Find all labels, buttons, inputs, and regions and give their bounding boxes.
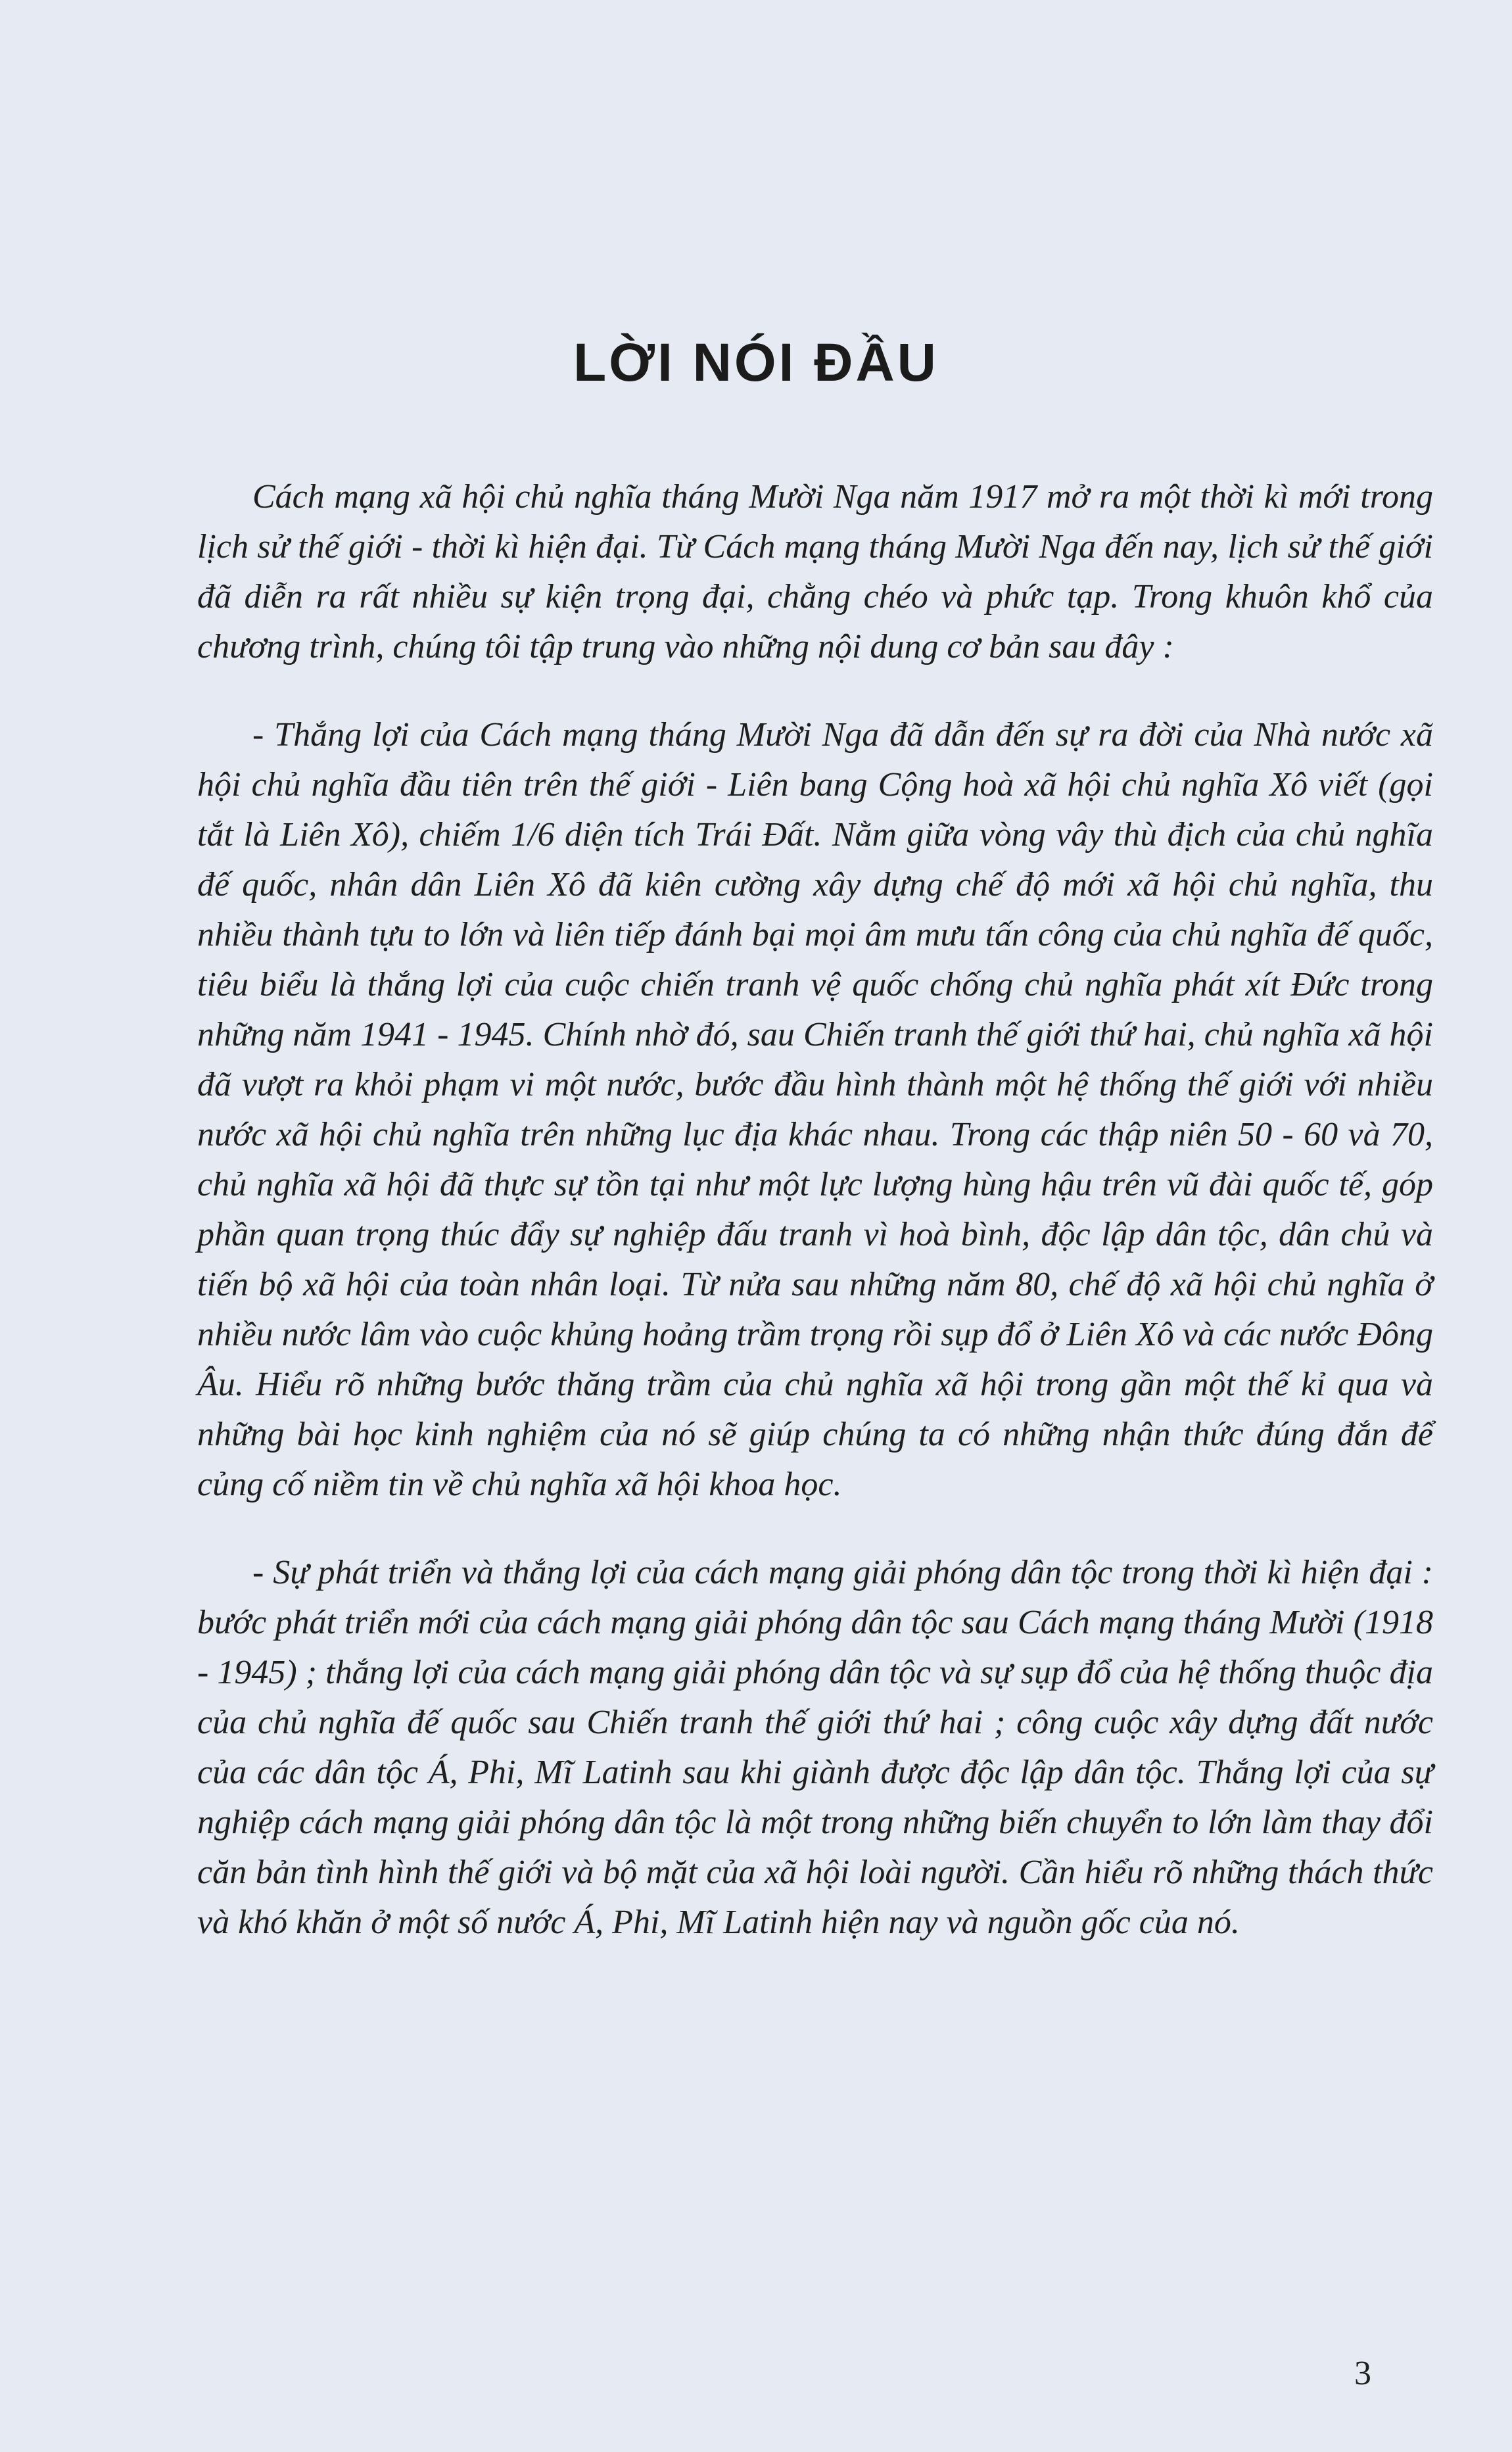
- paragraph-national-liberation: - Sự phát triển và thắng lợi của cách mạng giải phóng dân tộc trong thời kì hiện đại : bước phát triển mới của cách mạng giải phóng dân tộc sau Cách mạng tháng Mười (1918 - 1945) ; thắng lợi của cách mạng giải phóng dân tộc và sự sụp đổ của hệ thống thuộc địa của chủ nghĩa đế quốc sau Chiến tranh thế giới thứ hai ; công cuộc xây dựng đất nước của các dân tộc Á, Phi, Mĩ Latinh sau khi giành được độc lập dân tộc. Thắng lợi của sự nghiệp cách mạng giải phóng dân tộc là một trong những biến chuyển to lớn làm thay đổi căn bản tình hình thế giới và bộ mặt của xã hội loài người. Cần hiểu rõ những thách thức và khó khăn ở một số nước Á, Phi, Mĩ Latinh hiện nay và nguồn gốc của nó.: [197, 1554, 1433, 1941]
- page-number: 3: [1354, 2355, 1371, 2392]
- paragraph-socialism: - Thắng lợi của Cách mạng tháng Mười Nga đã dẫn đến sự ra đời của Nhà nước xã hội chủ nghĩa đầu tiên trên thế giới - Liên bang Cộng hoà xã hội chủ nghĩa Xô viết (gọi tắt là Liên Xô), chiếm 1/6 diện tích Trái Đất. Nằm giữa vòng vây thù địch của chủ nghĩa đế quốc, nhân dân Liên Xô đã kiên cường xây dựng chế độ mới xã hội chủ nghĩa, thu nhiều thành tựu to lớn và liên tiếp đánh bại mọi âm mưu tấn công của chủ nghĩa đế quốc, tiêu biểu là thắng lợi của cuộc chiến tranh vệ quốc chống chủ nghĩa phát xít Đức trong những năm 1941 - 1945. Chính nhờ đó, sau Chiến tranh thế giới thứ hai, chủ nghĩa xã hội đã vượt ra khỏi phạm vi một nước, bước đầu hình thành một hệ thống thế giới với nhiều nước xã hội chủ nghĩa trên những lục địa khác nhau. Trong các thập niên 50 - 60 và 70, chủ nghĩa xã hội đã thực sự tồn tại như một lực lượng hùng hậu trên vũ đài quốc tế, góp phần quan trọng thúc đẩy sự nghiệp đấu tranh vì hoà bình, độc lập dân tộc, dân chủ và tiến bộ xã hội của toàn nhân loại. Từ nửa sau những năm 80, chế độ xã hội chủ nghĩa ở nhiều nước lâm vào cuộc khủng hoảng trầm trọng rồi sụp đổ ở Liên Xô và các nước Đông Âu. Hiểu rõ những bước thăng trầm của chủ nghĩa xã hội trong gần một thế kỉ qua và những bài học kinh nghiệm của nó sẽ giúp chúng ta có những nhận thức đúng đắn để củng cố niềm tin về chủ nghĩa xã hội khoa học.: [197, 716, 1433, 1503]
- page-title: LỜI NÓI ĐẦU: [573, 333, 939, 393]
- paragraph-intro: Cách mạng xã hội chủ nghĩa tháng Mười Nga năm 1917 mở ra một thời kì mới trong lịch sử thế giới - thời kì hiện đại. Từ Cách mạng tháng Mười Nga đến nay, lịch sử thế giới đã diễn ra rất nhiều sự kiện trọng đại, chằng chéo và phức tạp. Trong khuôn khổ của chương trình, chúng tôi tập trung vào những nội dung cơ bản sau đây :: [197, 478, 1433, 665]
- preface-body: [197, 472, 1433, 1986]
